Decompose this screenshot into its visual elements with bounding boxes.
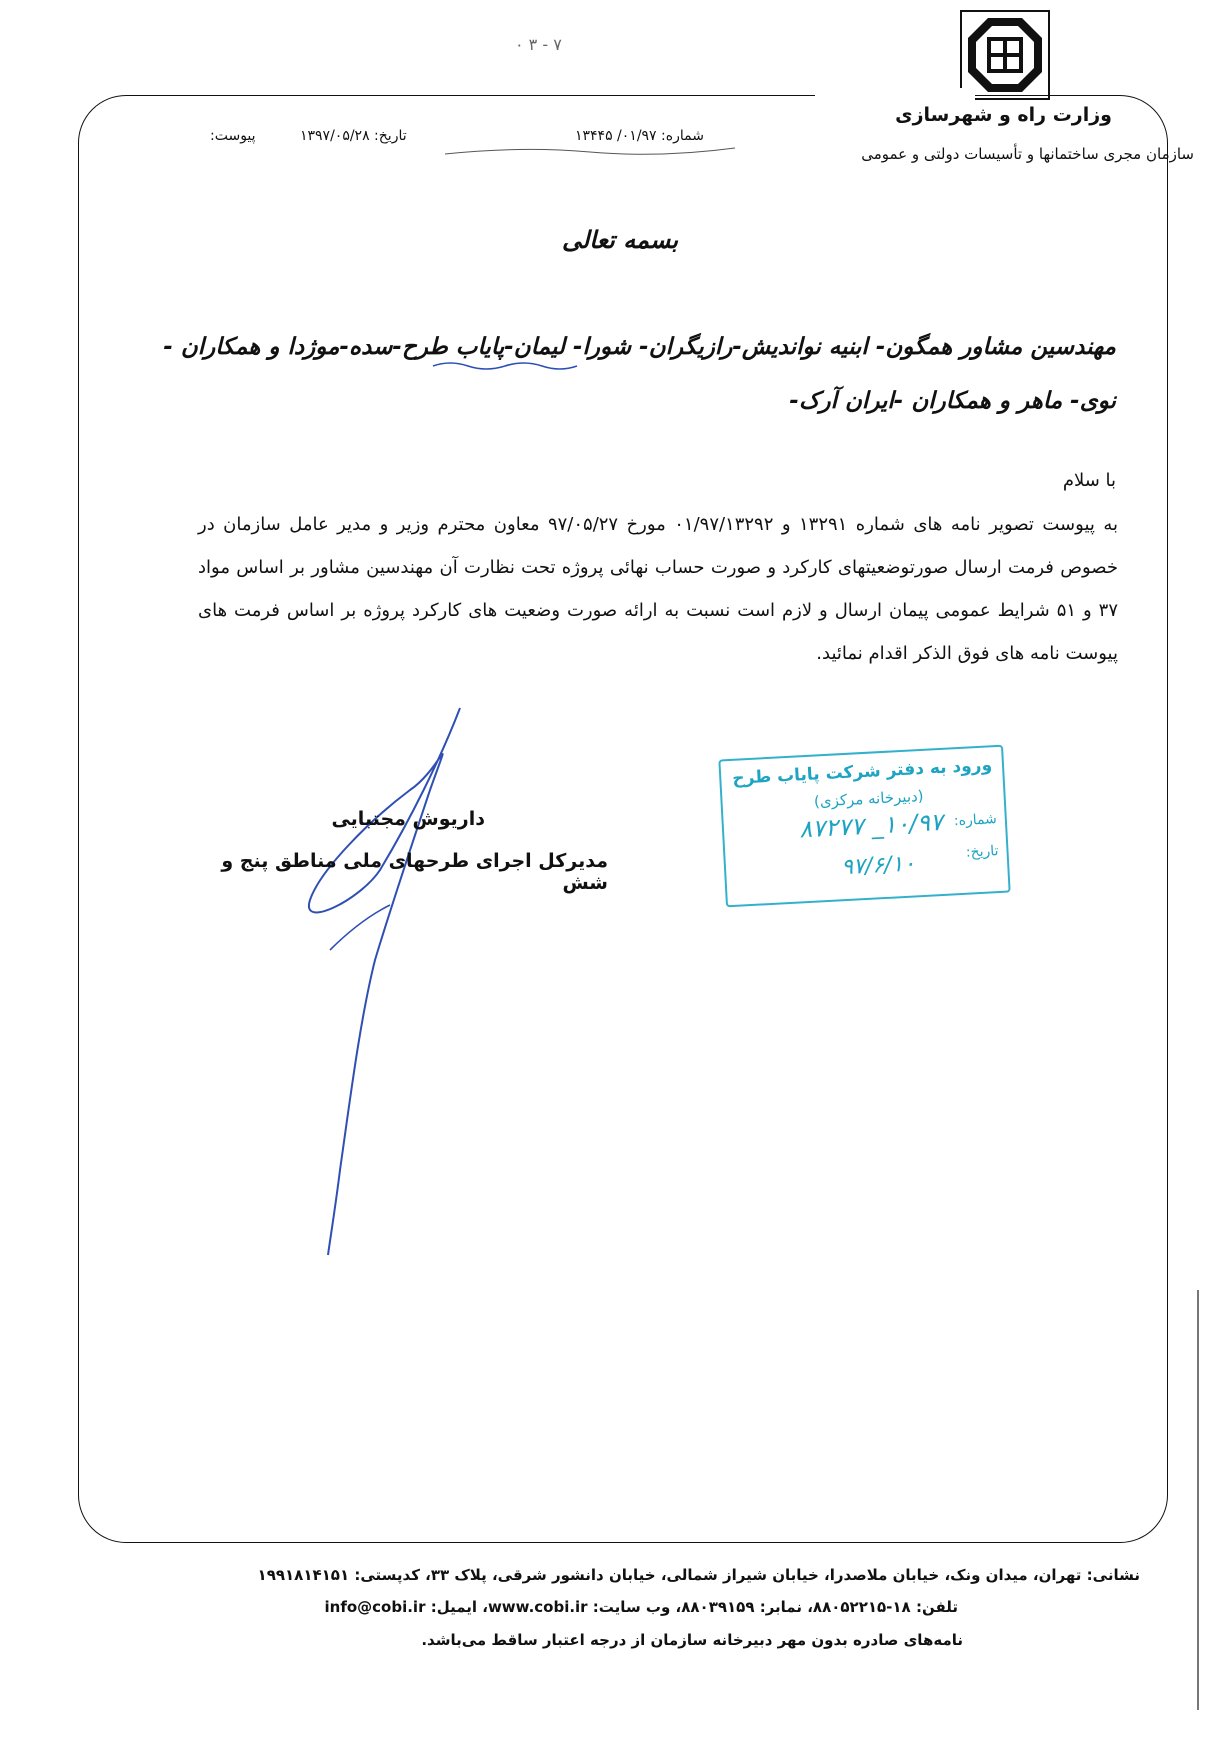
signer-title: مدیرکل اجرای طرحهای ملی مناطق پنج و شش: [221, 850, 608, 894]
handwritten-underline: [430, 358, 580, 374]
receipt-stamp: [718, 745, 1010, 908]
number-value: ۰۱/۹۷/ ۱۳۴۴۵: [575, 128, 657, 144]
footer-note: نامه‌های صادره بدون مهر دبیرخانه سازمان از درجه اعتبار ساقط می‌باشد.: [421, 1631, 963, 1649]
scan-edge-line: [1197, 1290, 1199, 1710]
stamp-title: ورود به دفتر شرکت پایاب طرح: [731, 755, 993, 789]
handwritten-mark: ۰ ۳ - ۷: [515, 35, 562, 54]
stamp-number-label: شماره:: [953, 811, 998, 830]
footer-contact: تلفن: ۱۸-۸۸۰۵۲۲۱۵، نمابر: ۸۸۰۳۹۱۵۹، وب سایت: www.cobi.ir، ایمیل: info@cobi.ir: [324, 1598, 958, 1616]
stamp-date-label: تاریخ:: [965, 843, 999, 861]
letter-date: [300, 128, 407, 144]
letter-body: به پیوست تصویر نامه های شماره ۱۳۲۹۱ و ۰۱/۹۷/۱۳۲۹۲ مورخ ۹۷/۰۵/۲۷ معاون محترم وزیر و مدیر عامل سازمان در خصوص فرمت ارسال صورتوضعیتهای کارکرد و صورت حساب نهائی پروژه تحت نظارت آن مهندسین مشاور بر اساس مواد ۳۷ و ۵۱ شرایط عمومی پیمان ارسال و لازم است نسبت به ارائه صورت وضعیت های کارکرد پروژه بر اساس فرمت های پیوست نامه های فوق الذکر اقدام نمائید.: [198, 514, 1119, 664]
ministry-name: وزارت راه و شهرسازی: [895, 104, 1112, 126]
basmala: بسمه تعالی: [561, 226, 679, 254]
addressee-line-1: مهندسین مشاور همگون- ابنیه نواندیش-رازیگران- شورا- لیمان-پایاب طرح-سده-موژدا و همکاران -: [163, 334, 1116, 360]
salutation: با سلام: [1062, 470, 1116, 491]
date-label: تاریخ:: [374, 128, 407, 144]
date-value: ۱۳۹۷/۰۵/۲۸: [300, 128, 370, 144]
stamp-date-value: ۹۷/۶/۱۰: [840, 851, 916, 881]
organization-name: سازمان مجری ساختمانها و تأسیسات دولتی و عمومی: [861, 145, 1194, 163]
stamp-subtitle: (دبیرخانه مرکزی): [813, 786, 924, 811]
number-label: شماره:: [661, 128, 704, 144]
addressee: [156, 320, 1116, 428]
footer-address: نشانی: تهران، میدان ونک، خیابان ملاصدرا، خیابان شیراز شمالی، خیابان دانشور شرقی، پلاک ۳۳، کدپستی: ۱۹۹۱۸۱۴۱۵۱: [257, 1566, 1140, 1584]
window-grid-logo-icon: [960, 10, 1050, 100]
attachment-label: پیوست:: [210, 128, 256, 144]
number-underline: [440, 140, 740, 160]
addressee-line-2: نوی- ماهر و همکاران -ایران آرک-: [789, 388, 1116, 414]
frame-gap: [815, 88, 975, 102]
signer-name: داریوش مجتبایی: [331, 808, 485, 830]
stamp-number-value: ۱۰/۹۷_ ۸۷۲۷۷: [798, 807, 944, 844]
handwritten-signature: [290, 700, 500, 1260]
